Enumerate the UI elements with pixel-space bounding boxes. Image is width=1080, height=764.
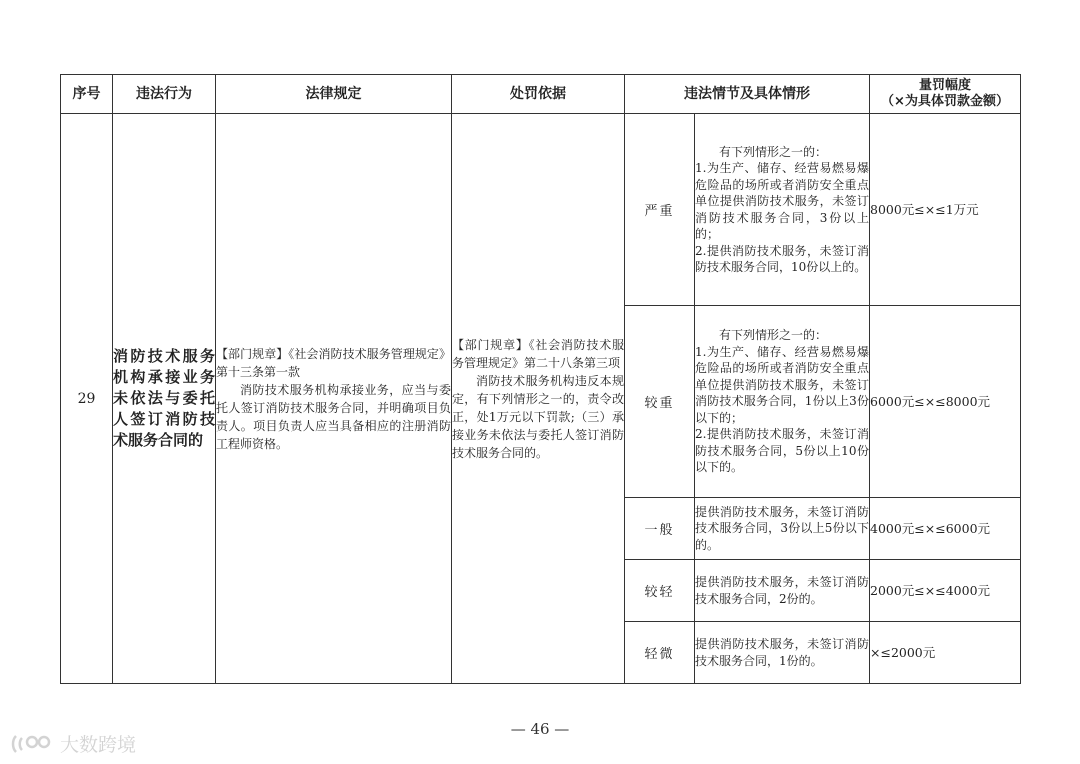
row-violation: 消防技术服务机构承接业务未依法与委托人签订消防技术服务合同的 [113,114,216,684]
header-circumstance: 违法情节及具体情形 [625,75,870,114]
header-basis: 处罚依据 [452,75,625,114]
basis-source: 【部门规章】《社会消防技术服务管理规定》第二十八条第三项 [452,337,624,370]
circumstance-line: 1.为生产、储存、经营易燃易爆危险品的场所或者消防安全重点单位提供消防技术服务，未签订消防技术服务合同，3份以上的； [695,161,869,241]
header-fine-line2: （×为具体罚款金额） [881,94,1009,109]
level-minor: 轻微 [625,622,695,684]
header-violation: 违法行为 [113,75,216,114]
fine-minor: ×≤2000元 [870,622,1021,684]
circumstance-line: 提供消防技术服务，未签订消防技术服务合同，3份以上5份以下的。 [695,504,869,552]
circumstance-line: 有下列情形之一的： [719,328,828,343]
circumstance-minor [695,622,870,684]
fine-severe: 8000元≤×≤1万元 [870,114,1021,306]
circumstance-serious [695,306,870,498]
fine-serious: 6000元≤×≤8000元 [870,306,1021,498]
law-source: 【部门规章】《社会消防技术服务管理规定》第十三条第一款 [216,346,451,379]
row-basis [452,114,625,684]
header-fine [870,75,1021,114]
circumstance-line: 2.提供消防技术服务，未签订消防技术服务合同，5份以上10份以下的。 [695,427,869,475]
watermark-logo-icon [10,732,54,756]
fine-light: 2000元≤×≤4000元 [870,560,1021,622]
fine-general: 4000元≤×≤6000元 [870,498,1021,560]
circumstance-severe [695,114,870,306]
header-seq: 序号 [61,75,113,114]
circumstance-line: 提供消防技术服务，未签订消防技术服务合同，2份的。 [695,575,869,606]
circumstance-line: 2.提供消防技术服务，未签订消防技术服务合同，10份以上的。 [695,243,869,274]
row-law [216,114,452,684]
level-general: 一般 [625,498,695,560]
table-header-row [61,75,1021,114]
level-severe: 严重 [625,114,695,306]
page-number: — 46 — [510,720,570,738]
basis-text: 消防技术服务机构违反本规定，有下列情形之一的，责令改正，处1万元以下罚款;（三）承接业务未依法与委托人签订消防技术服务合同的。 [452,373,624,460]
penalty-table [60,74,1021,684]
law-text: 消防技术服务机构承接业务，应当与委托人签订消防技术服务合同，并明确项目负责人。项目负责人应当具备相应的注册消防工程师资格。 [216,382,451,451]
header-law: 法律规定 [216,75,452,114]
circumstance-line: 有下列情形之一的： [719,144,828,159]
row-seq: 29 [61,114,113,684]
level-light: 较轻 [625,560,695,622]
header-fine-line1: 量罚幅度 [918,78,971,93]
circumstance-line: 1.为生产、储存、经营易燃易爆危险品的场所或者消防安全重点单位提供消防技术服务，未签订消防技术服务合同，1份以上3份以下的； [695,344,869,425]
table-row [61,114,1021,306]
watermark [10,730,136,757]
circumstance-light [695,560,870,622]
level-serious: 较重 [625,306,695,498]
watermark-text: 大数跨境 [60,734,137,756]
circumstance-general [695,498,870,560]
circumstance-line: 提供消防技术服务，未签订消防技术服务合同，1份的。 [695,637,869,668]
